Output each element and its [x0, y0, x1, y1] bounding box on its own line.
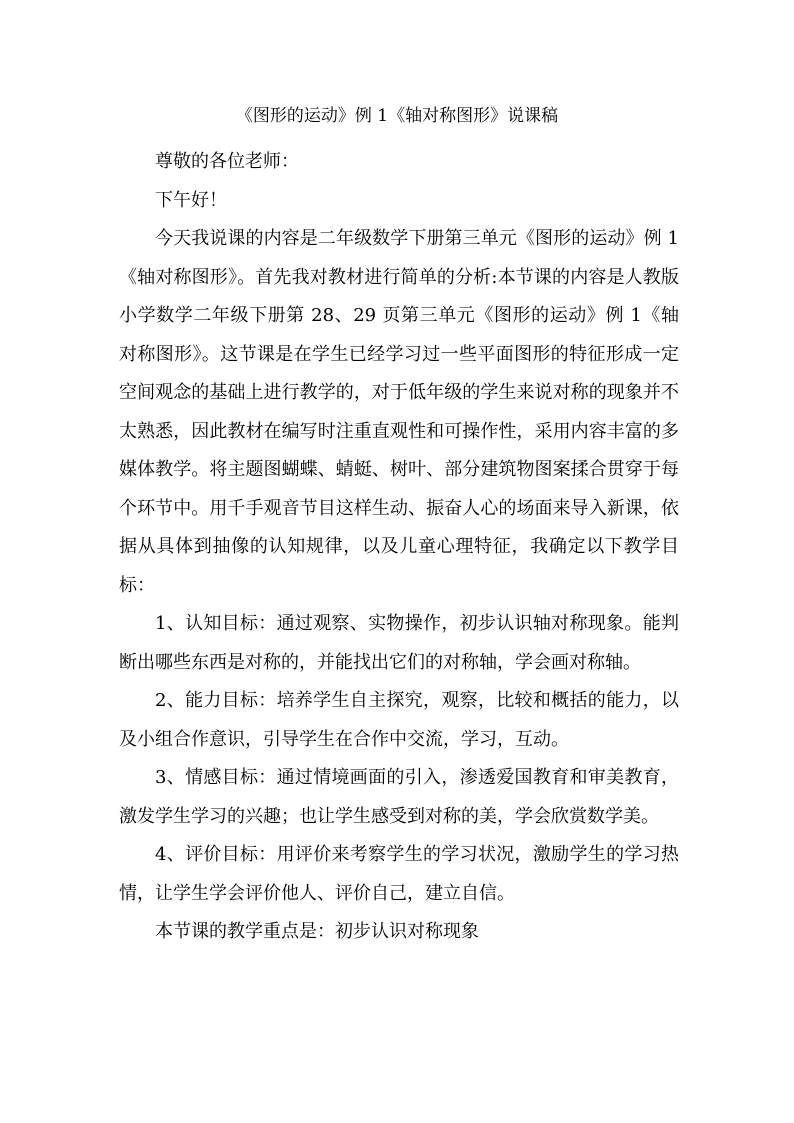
salutation-paragraph: 下午好！ — [155, 189, 227, 211]
greeting-paragraph: 尊敬的各位老师： — [155, 151, 299, 172]
intro-paragraph: 今天我说课的内容是二年级数学下册第三单元《图形的运动》例 1《轴对称图形》。首先我对教材进行简单的分析:本节课的内容是人教版小学数学二年级下册第 28、29 页第三单元《图形的运动》例 1《轴对称图形》。这节课是在学生已经学习过一些平面图形的特征形成一定空间观念的基础上进行教学的，对于低年级的学生来说对称的现象并不太熟悉，因此教材在编写时注重直观性和可操作性，采用内容丰富的多媒体教学。将主题图蝴蝶、蜻蜓、树叶、部分建筑物图案揉合贯穿于每个环节中。用千手观音节目这样生动、振奋人心的场面来导入新课，依据从具体到抽像的认知规律，以及儿童心理特征，我确定以下教学目标： — [119, 228, 679, 596]
cognitive-goal-paragraph: 1、认知目标：通过观察、实物操作，初步认识轴对称现象。能判断出哪些东西是对称的，并能找出它们的对称轴，学会画对称轴。 — [119, 613, 679, 673]
document-title: 《图形的运动》例 1《轴对称图形》说课稿 — [235, 106, 559, 126]
key-point-paragraph: 本节课的教学重点是：初步认识对称现象 — [155, 921, 479, 942]
evaluation-goal-paragraph: 4、评价目标：用评价来考察学生的学习状况，激励学生的学习热情，让学生学会评价他人、评价自己，建立自信。 — [119, 844, 679, 904]
emotional-goal-paragraph: 3、情感目标：通过情境画面的引入，渗透爱国教育和审美教育，激发学生学习的兴趣；也让学生感受到对称的美，学会欣赏数学美。 — [119, 767, 679, 827]
ability-goal-paragraph: 2、能力目标：培养学生自主探究，观察，比较和概括的能力，以及小组合作意识，引导学生在合作中交流，学习，互动。 — [119, 690, 679, 750]
document-body — [119, 143, 679, 952]
